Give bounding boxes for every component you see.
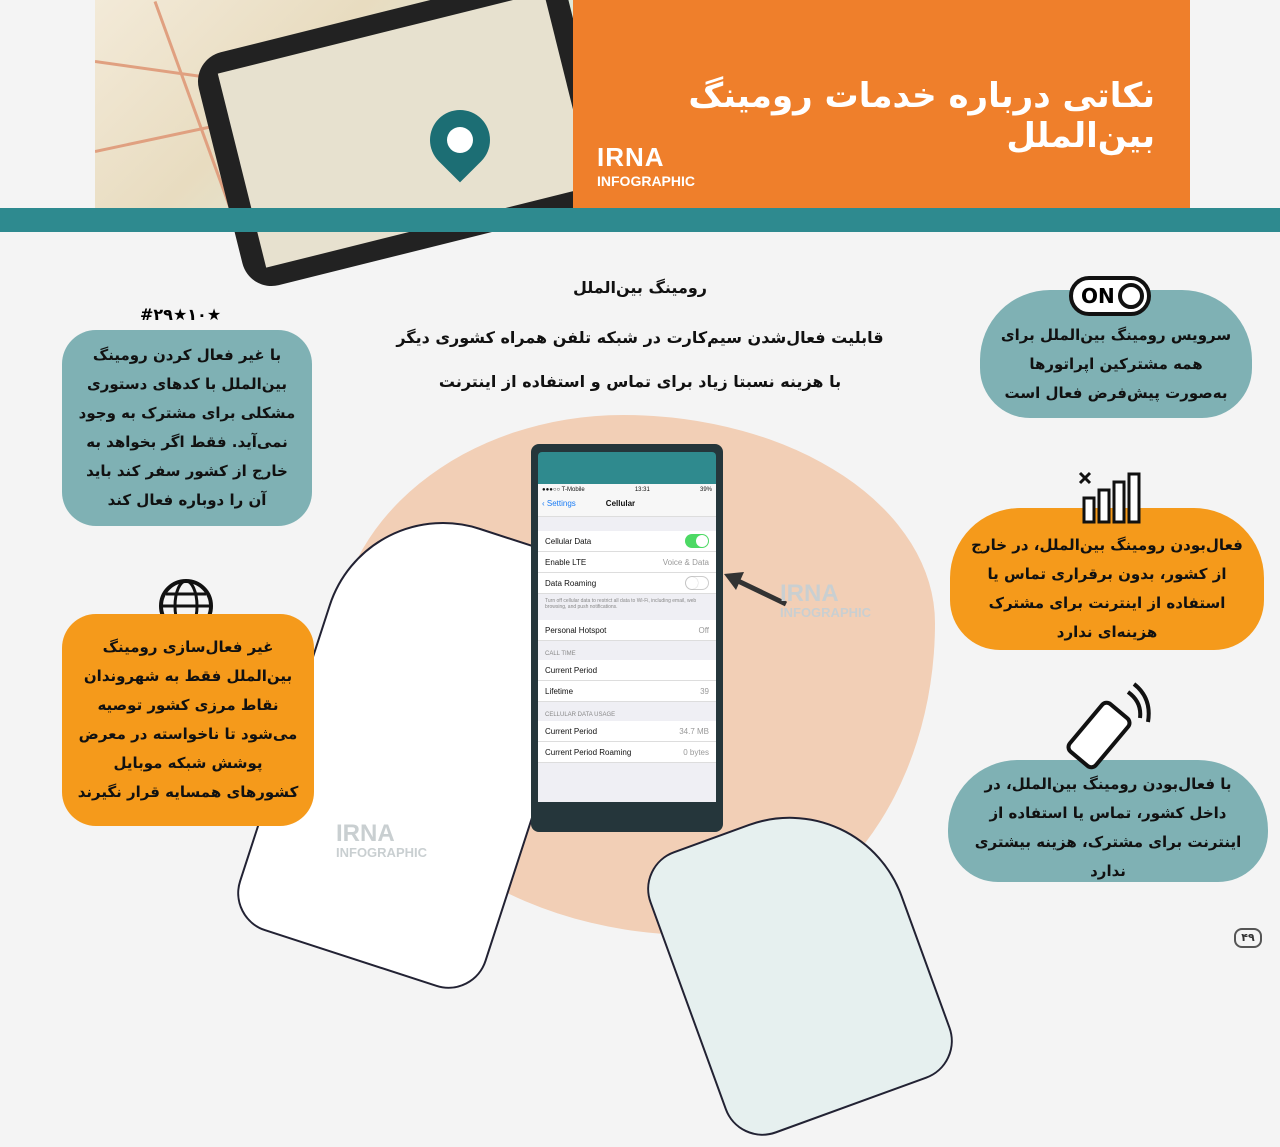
header-phone-image: [192, 0, 619, 292]
page-title: نکاتی درباره خدمات رومینگ بین‌الملل: [688, 76, 1155, 156]
phone-illustration: [531, 444, 723, 832]
watermark-logo: IRNA INFOGRAPHIC: [780, 580, 871, 620]
info-box-left-2: غیر فعال‌سازی رومینگ بین‌الملل فقط به شهروندان نقاط مرزی کشور توصیه می‌شود تا ناخواسته در معرض پوشش شبکه موبایل کشورهای همسایه قرار نگیرند: [62, 614, 314, 826]
data-roaming-toggle[interactable]: [685, 576, 709, 590]
cellular-data-toggle[interactable]: [685, 534, 709, 548]
divider-bar: [0, 208, 1280, 232]
definition-line-2: با هزینه نسبتا زیاد برای تماس و استفاده از اینترنت: [438, 372, 842, 391]
toggle-on-icon: ON: [1069, 276, 1151, 316]
back-button[interactable]: ‹ Settings: [542, 499, 576, 508]
header-banner: [573, 0, 1190, 208]
irna-logo: IRNA INFOGRAPHIC: [597, 142, 695, 189]
data-roaming-row[interactable]: Data Roaming: [538, 573, 716, 594]
page-number: ۴۹: [1234, 928, 1262, 948]
cellular-data-row[interactable]: Cellular Data: [538, 531, 716, 552]
info-box-right-3: با فعال‌بودن رومینگ بین‌الملل، در داخل کشور، تماس یا استفاده از اینترنت برای مشترک، هزینه بیشتری ندارد: [948, 760, 1268, 882]
no-signal-icon: [1076, 470, 1142, 524]
watermark-logo: IRNA INFOGRAPHIC: [336, 820, 427, 860]
screen-title: Cellular: [605, 499, 636, 508]
info-box-right-1: سرویس رومینگ بین‌الملل برای همه مشترکین اپراتورها به‌صورت پیش‌فرض فعال است: [980, 290, 1252, 418]
personal-hotspot-row[interactable]: Personal Hotspot Off: [538, 620, 716, 641]
hashtag: #۲۹★۱۰★: [140, 305, 222, 324]
info-box-left-1: با غیر فعال کردن رومینگ بین‌الملل با کدهای دستوری مشکلی برای مشترک به وجود نمی‌آید. فقط اگر بخواهد به خارج از کشور سفر کند باید آن را دوباره فعال کند: [62, 330, 312, 526]
settings-screen: ●●●○○ T-Mobile 13:31 39% ‹ Settings Cellular Cellular Data Enable LTE Voice & Data Data Roaming Turn off cellular data to restrict all data to Wi-Fi, including email, web browsing, and push notifications. Personal Hotspot Off CALL TIME Current Period Lifetime 39 CELLULAR DATA USAGE Current Period 34.7 MB Current Period Roaming 0 bytes: [538, 484, 716, 802]
section-heading: رومینگ بین‌الملل: [572, 278, 708, 297]
phone-vibrate-icon: [1060, 680, 1156, 776]
info-box-right-2: فعال‌بودن رومینگ بین‌الملل، در خارج از کشور، بدون برقراری تماس یا استفاده از اینترنت برای مشترک هزینه‌ای ندارد: [950, 508, 1264, 650]
definition-line-1: قابلیت فعال‌شدن سیم‌کارت در شبکه تلفن همراه کشوری دیگر: [396, 328, 884, 347]
enable-lte-row[interactable]: Enable LTE Voice & Data: [538, 552, 716, 573]
